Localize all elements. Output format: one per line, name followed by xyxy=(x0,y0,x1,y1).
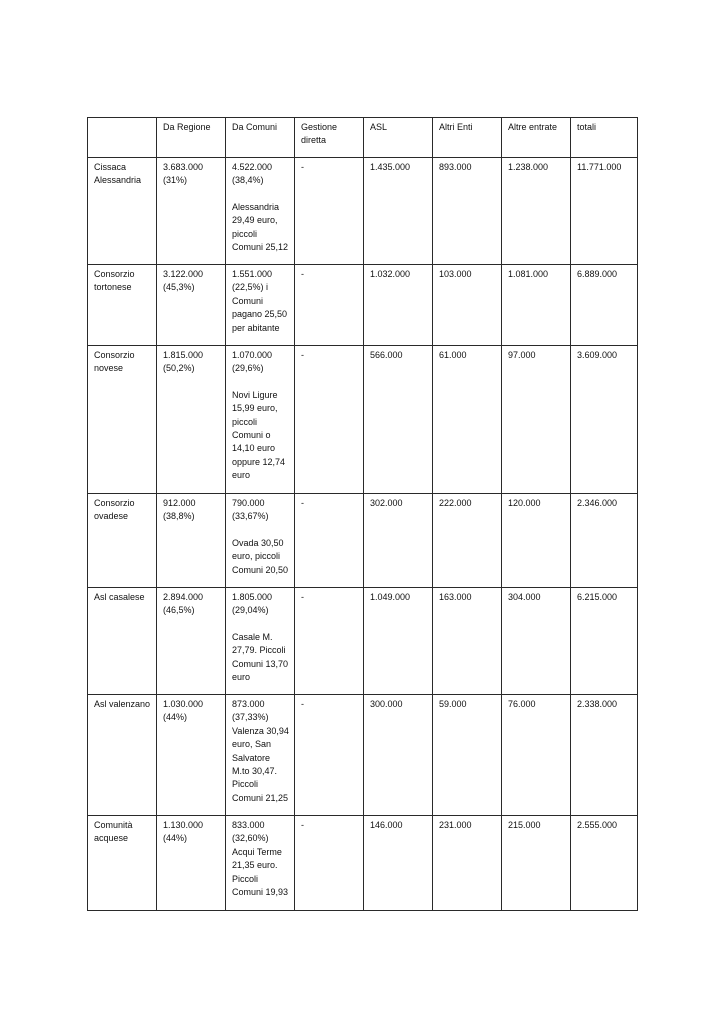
row-comuni: 873.000 (37,33%) Valenza 30,94 euro, San Salvatore M.to 30,47. Piccoli Comuni 21,25 xyxy=(226,695,295,816)
row-totali: 6.215.000 xyxy=(571,588,638,695)
row-totali: 2.555.000 xyxy=(571,816,638,911)
header-altre-entrate: Altre entrate xyxy=(502,118,571,158)
row-regione: 3.122.000 (45,3%) xyxy=(157,265,226,346)
row-gestione: - xyxy=(295,494,364,588)
row-gestione: - xyxy=(295,346,364,494)
row-name: Consorzio ovadese xyxy=(88,494,157,588)
row-gestione: - xyxy=(295,265,364,346)
header-blank xyxy=(88,118,157,158)
row-regione: 1.815.000 (50,2%) xyxy=(157,346,226,494)
row-name: Comunità acquese xyxy=(88,816,157,911)
table-row xyxy=(88,265,638,346)
table-row xyxy=(88,588,638,695)
row-gestione: - xyxy=(295,816,364,911)
row-totali: 6.889.000 xyxy=(571,265,638,346)
row-asl: 1.435.000 xyxy=(364,158,433,265)
row-asl: 300.000 xyxy=(364,695,433,816)
header-totali: totali xyxy=(571,118,638,158)
row-asl: 1.032.000 xyxy=(364,265,433,346)
row-altre-entrate: 215.000 xyxy=(502,816,571,911)
row-gestione: - xyxy=(295,695,364,816)
row-altre-entrate: 1.081.000 xyxy=(502,265,571,346)
row-name: Asl valenzano xyxy=(88,695,157,816)
row-name: Consorzio novese xyxy=(88,346,157,494)
row-altre-entrate: 120.000 xyxy=(502,494,571,588)
row-altre-entrate: 1.238.000 xyxy=(502,158,571,265)
row-altri-enti: 61.000 xyxy=(433,346,502,494)
header-asl: ASL xyxy=(364,118,433,158)
row-altri-enti: 103.000 xyxy=(433,265,502,346)
row-regione: 3.683.000 (31%) xyxy=(157,158,226,265)
row-regione: 2.894.000 (46,5%) xyxy=(157,588,226,695)
row-totali: 2.338.000 xyxy=(571,695,638,816)
row-gestione: - xyxy=(295,588,364,695)
header-da-regione: Da Regione xyxy=(157,118,226,158)
row-asl: 566.000 xyxy=(364,346,433,494)
row-name: Consorzio tortonese xyxy=(88,265,157,346)
row-comuni: 1.070.000 (29,6%) Novi Ligure 15,99 euro, piccoli Comuni o 14,10 euro oppure 12,74 euro xyxy=(226,346,295,494)
row-name: Cissaca Alessandria xyxy=(88,158,157,265)
row-asl: 302.000 xyxy=(364,494,433,588)
header-altri-enti: Altri Enti xyxy=(433,118,502,158)
row-regione: 1.030.000 (44%) xyxy=(157,695,226,816)
header-row xyxy=(88,118,638,158)
row-comuni: 790.000 (33,67%) Ovada 30,50 euro, piccoli Comuni 20,50 xyxy=(226,494,295,588)
financing-table xyxy=(87,117,638,911)
row-totali: 11.771.000 xyxy=(571,158,638,265)
row-comuni: 1.805.000 (29,04%) Casale M. 27,79. Piccoli Comuni 13,70 euro xyxy=(226,588,295,695)
row-name: Asl casalese xyxy=(88,588,157,695)
row-altri-enti: 231.000 xyxy=(433,816,502,911)
row-regione: 1.130.000 (44%) xyxy=(157,816,226,911)
header-gestione-diretta: Gestione diretta xyxy=(295,118,364,158)
row-altre-entrate: 97.000 xyxy=(502,346,571,494)
row-altre-entrate: 304.000 xyxy=(502,588,571,695)
row-altri-enti: 893.000 xyxy=(433,158,502,265)
row-totali: 2.346.000 xyxy=(571,494,638,588)
table-row xyxy=(88,346,638,494)
row-altri-enti: 222.000 xyxy=(433,494,502,588)
row-regione: 912.000 (38,8%) xyxy=(157,494,226,588)
row-totali: 3.609.000 xyxy=(571,346,638,494)
row-altri-enti: 59.000 xyxy=(433,695,502,816)
row-comuni: 833.000 (32,60%) Acqui Terme 21,35 euro. Piccoli Comuni 19,93 xyxy=(226,816,295,911)
table-row xyxy=(88,494,638,588)
header-da-comuni: Da Comuni xyxy=(226,118,295,158)
row-comuni: 1.551.000 (22,5%) i Comuni pagano 25,50 per abitante xyxy=(226,265,295,346)
row-comuni: 4.522.000 (38,4%) Alessandria 29,49 euro, piccoli Comuni 25,12 xyxy=(226,158,295,265)
row-gestione: - xyxy=(295,158,364,265)
table-row xyxy=(88,158,638,265)
table-row xyxy=(88,816,638,911)
row-asl: 146.000 xyxy=(364,816,433,911)
table-row xyxy=(88,695,638,816)
row-asl: 1.049.000 xyxy=(364,588,433,695)
row-altre-entrate: 76.000 xyxy=(502,695,571,816)
row-altri-enti: 163.000 xyxy=(433,588,502,695)
